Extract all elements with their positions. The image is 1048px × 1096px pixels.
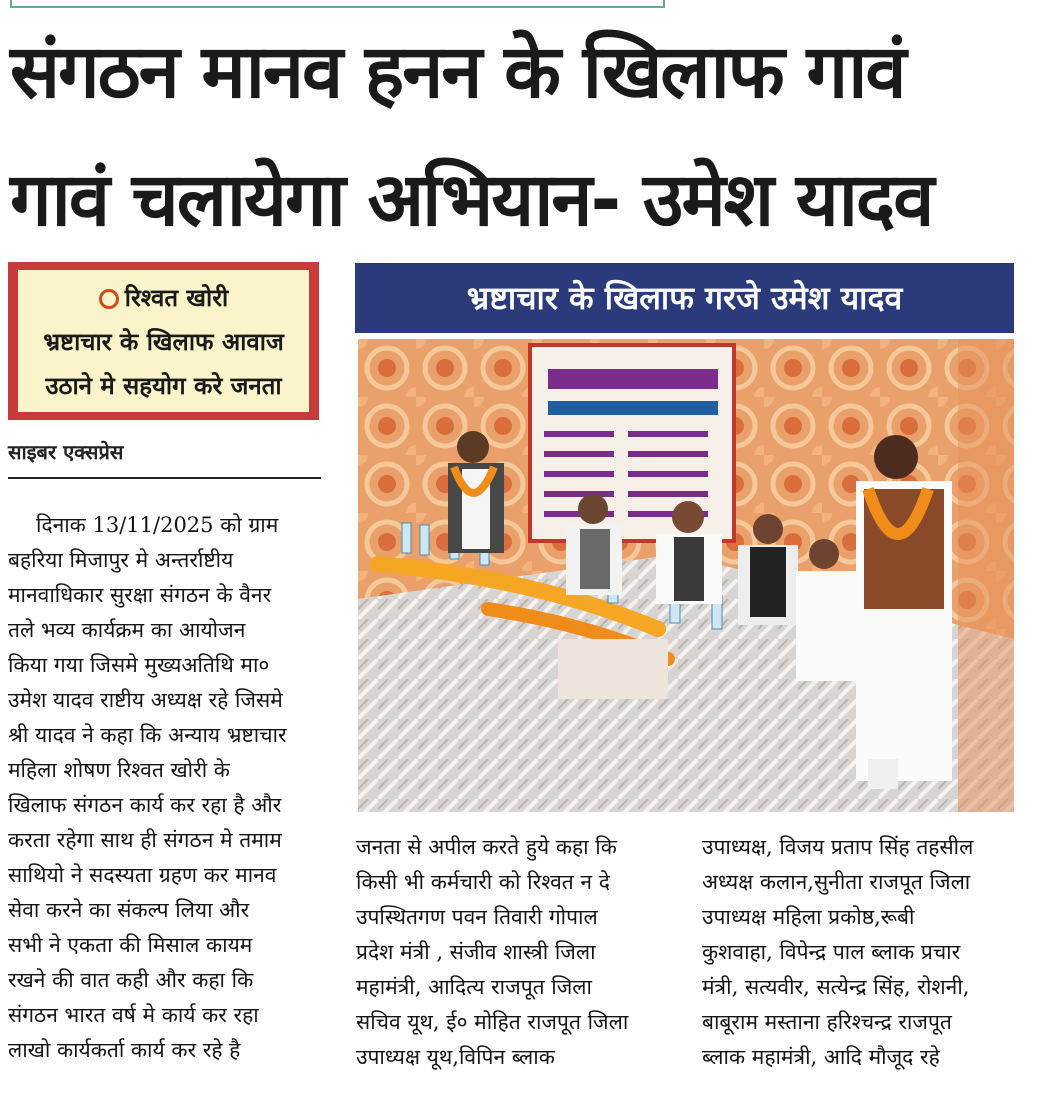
- sub-headline-banner: भ्रष्टाचार के खिलाफ गरजे उमेश यादव: [355, 263, 1014, 333]
- headline-line-1: संगठन मानव हनन के खिलाफ गावं: [10, 29, 905, 115]
- article-line: साथियो ने सदस्यता ग्रहण कर मानव: [8, 863, 277, 887]
- article-line: खिलाफ संगठन कार्य कर रहा है और: [8, 793, 282, 817]
- callout-line-1: रिश्वत खोरी: [26, 276, 301, 320]
- article-line: मंत्री, सत्यवीर, सत्येन्द्र सिंह, रोशनी,: [702, 975, 970, 999]
- article-line: जनता से अपील करते हुये कहा कि: [356, 835, 617, 859]
- article-line: उपस्थितगण पवन तिवारी गोपाल: [356, 905, 598, 929]
- article-line: करता रहेगा साथ ही संगठन मे तमाम: [8, 828, 282, 852]
- article-line: उपाध्यक्ष, विजय प्रताप सिंह तहसील: [702, 835, 974, 859]
- article-line: सभी ने एकता की मिसाल कायम: [8, 933, 253, 957]
- callout-line-3: उठाने मे सहयोग करे जनता: [45, 372, 282, 400]
- byline: साइबर एक्सप्रेस: [8, 438, 321, 479]
- article-line: किसी भी कर्मचारी को रिश्वत न दे: [356, 870, 610, 894]
- article-line: महिला शोषण रिश्वत खोरी के: [8, 758, 230, 782]
- article-line: तले भव्य कार्यक्रम का आयोजन: [8, 618, 246, 642]
- article-line: सेवा करने का संकल्प लिया और: [8, 898, 250, 922]
- article-line: बहरिया मिजापुर मे अन्तर्राष्टीय: [8, 548, 234, 572]
- article-line: ब्लाक महामंत्री, आदि मौजूद रहे: [702, 1045, 940, 1069]
- article-line: उमेश यादव राष्टीय अध्यक्ष रहे जिसमे: [8, 688, 283, 712]
- article-line: बाबूराम मस्ताना हरिश्चन्द्र राजपूत: [702, 1010, 952, 1034]
- article-line: उपाध्यक्ष महिला प्रकोष्ठ,रूबी: [702, 905, 915, 929]
- article-column-3: [702, 830, 1020, 1075]
- top-frame-rule: [10, 0, 665, 8]
- article-line: लाखो कार्यकर्ता कार्य कर रहे है: [8, 1038, 241, 1062]
- article-line: श्री यादव ने कहा कि अन्याय भ्रष्टाचार: [8, 723, 287, 747]
- headline-line-2: गावं चलायेगा अभियान- उमेश यादव: [10, 157, 933, 243]
- article-line: कुशवाहा, विपेन्द्र पाल ब्लाक प्रचार: [702, 940, 961, 964]
- article-line: किया गया जिसमे मुख्यअतिथि मा०: [8, 653, 270, 677]
- article-line: संगठन भारत वर्ष मे कार्य कर रहा: [8, 1003, 259, 1027]
- callout-box: [8, 262, 319, 420]
- circle-bullet-icon: [99, 289, 119, 309]
- article-column-2: [356, 830, 668, 1075]
- article-line: मानवाधिकार सुरक्षा संगठन के वैनर: [8, 583, 272, 607]
- article-line: सचिव यूथ, ई० मोहित राजपूत जिला: [356, 1010, 629, 1034]
- article-line: महामंत्री, आदित्य राजपूत जिला: [356, 975, 592, 999]
- article-line: दिनाक 13/11/2025 को ग्राम: [36, 513, 279, 537]
- article-line: उपाध्यक्ष यूथ,विपिन ब्लाक: [356, 1045, 555, 1069]
- event-photo: [358, 339, 1014, 812]
- article-line: रखने की वात कही और कहा कि: [8, 968, 254, 992]
- article-line: प्रदेश मंत्री , संजीव शास्त्री जिला: [356, 940, 596, 964]
- article-column-1: [8, 508, 324, 1068]
- callout-line-2: भ्रष्टाचार के खिलाफ आवाज: [43, 328, 284, 356]
- article-line: अध्यक्ष कलान,सुनीता राजपूत जिला: [702, 870, 971, 894]
